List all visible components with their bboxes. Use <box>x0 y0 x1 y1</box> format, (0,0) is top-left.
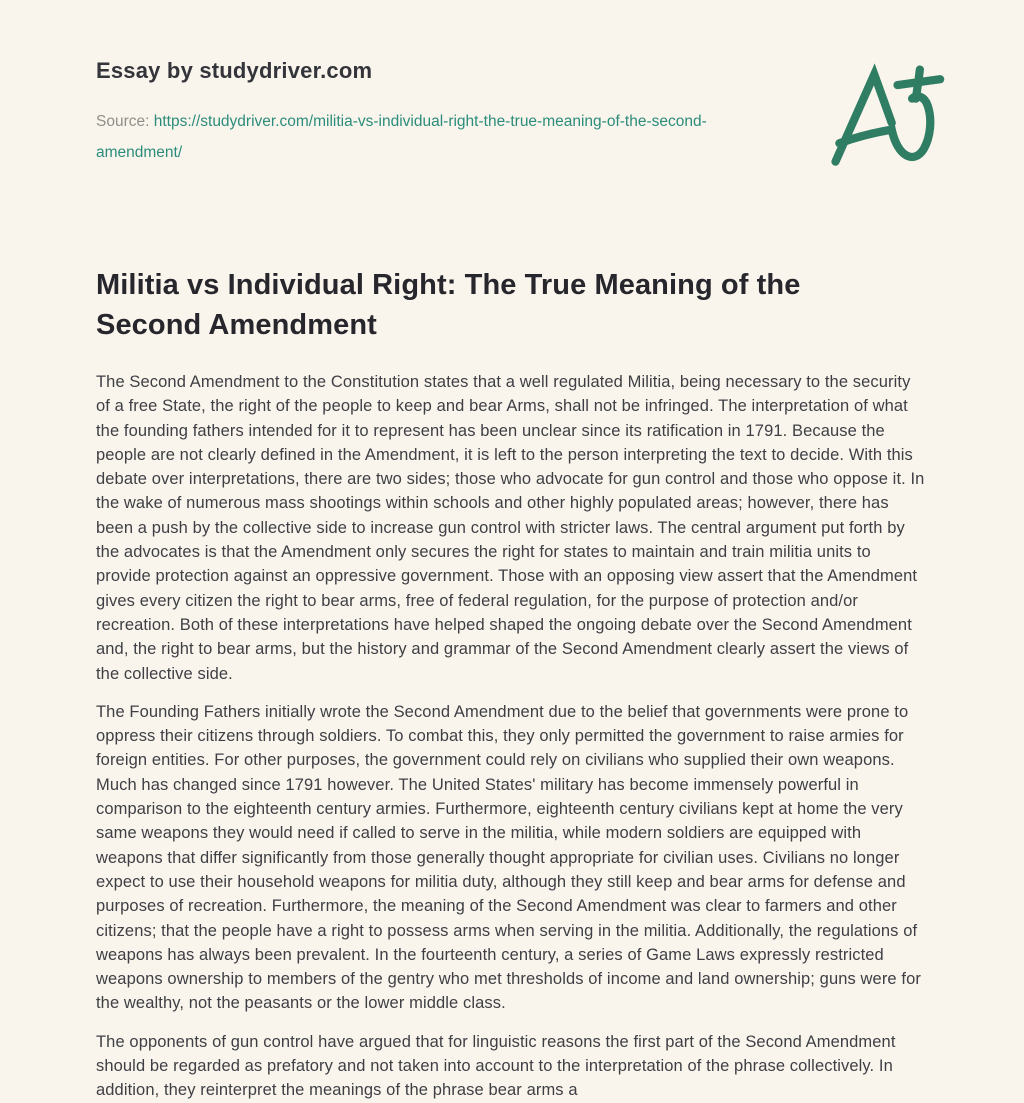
essay-paragraph: The Founding Fathers initially wrote the Second Amendment due to the belief that governments were prone to oppress their citizens through soldiers. To combat this, they only permitted the government to raise armies for foreign entities. For other purposes, the government could rely on civilians who supplied their own weapons. Much has changed since 1791 however. The United States' military has become immensely powerful in comparison to the eighteenth century armies. Furthermore, eighteenth century civilians kept at home the very same weapons they would need if called to serve in the militia, while modern soldiers are equipped with weapons that differ significantly from those generally thought appropriate for civilian uses. Civilians no longer expect to use their household weapons for militia duty, although they still keep and bear arms for defense and purposes of recreation. Furthermore, the meaning of the Second Amendment was clear to farmers and other citizens; that the people have a right to possess arms when serving in the militia. Additionally, the regulations of weapons has always been prevalent. In the fourteenth century, a series of Game Laws expressly restricted weapons ownership to members of the gentry who met thresholds of income and land ownership; guns were for the wealthy, not the peasants or the lower middle class. <box>96 702 921 1013</box>
essay-paragraph: The opponents of gun control have argued that for linguistic reasons the first part of the Second Amendment should be regarded as prefatory and not taken into account to the interpretation of the phrase collectively. In addition, they reinterpret the meanings of the phrase bear arms a <box>96 1032 896 1100</box>
essay-paragraph: The Second Amendment to the Constitution states that a well regulated Militia, being necessary to the security of a free State, the right of the people to keep and bear Arms, shall not be infringed. The interpretation of what the founding fathers intended for it to represent has been unclear since its ratification in 1791. Because the people are not clearly defined in the Amendment, it is left to the person interpreting the text to decide. With this debate over interpretations, there are two sides; those who advocate for gun control and those who oppose it. In the wake of numerous mass shootings within schools and other highly populated areas; however, there has been a push by the collective side to increase gun control with stricter laws. The central argument put forth by the advocates is that the Amendment only secures the right for states to maintain and train militia units to provide protection against an oppressive government. Those with an opposing view assert that the Amendment gives every citizen the right to bear arms, free of federal regulation, for the purpose of protection and/or recreation. Both of these interpretations have helped shaped the ongoing debate over the Second Amendment and, the right to bear arms, but the history and grammar of the Second Amendment clearly assert the views of the collective side. <box>96 373 925 683</box>
source-block <box>96 106 721 168</box>
essay-title: Militia vs Individual Right: The True Meaning of the Second Amendment <box>96 269 801 341</box>
essay-byline: Essay by studydriver.com <box>96 58 373 83</box>
a-plus-logo-icon <box>820 55 946 181</box>
source-label: Source: <box>96 113 150 130</box>
source-url-link[interactable]: https://studydriver.com/militia-vs-individual-right-the-true-meaning-of-the-second-amendment/ <box>96 113 707 161</box>
essay-body <box>96 370 928 1103</box>
